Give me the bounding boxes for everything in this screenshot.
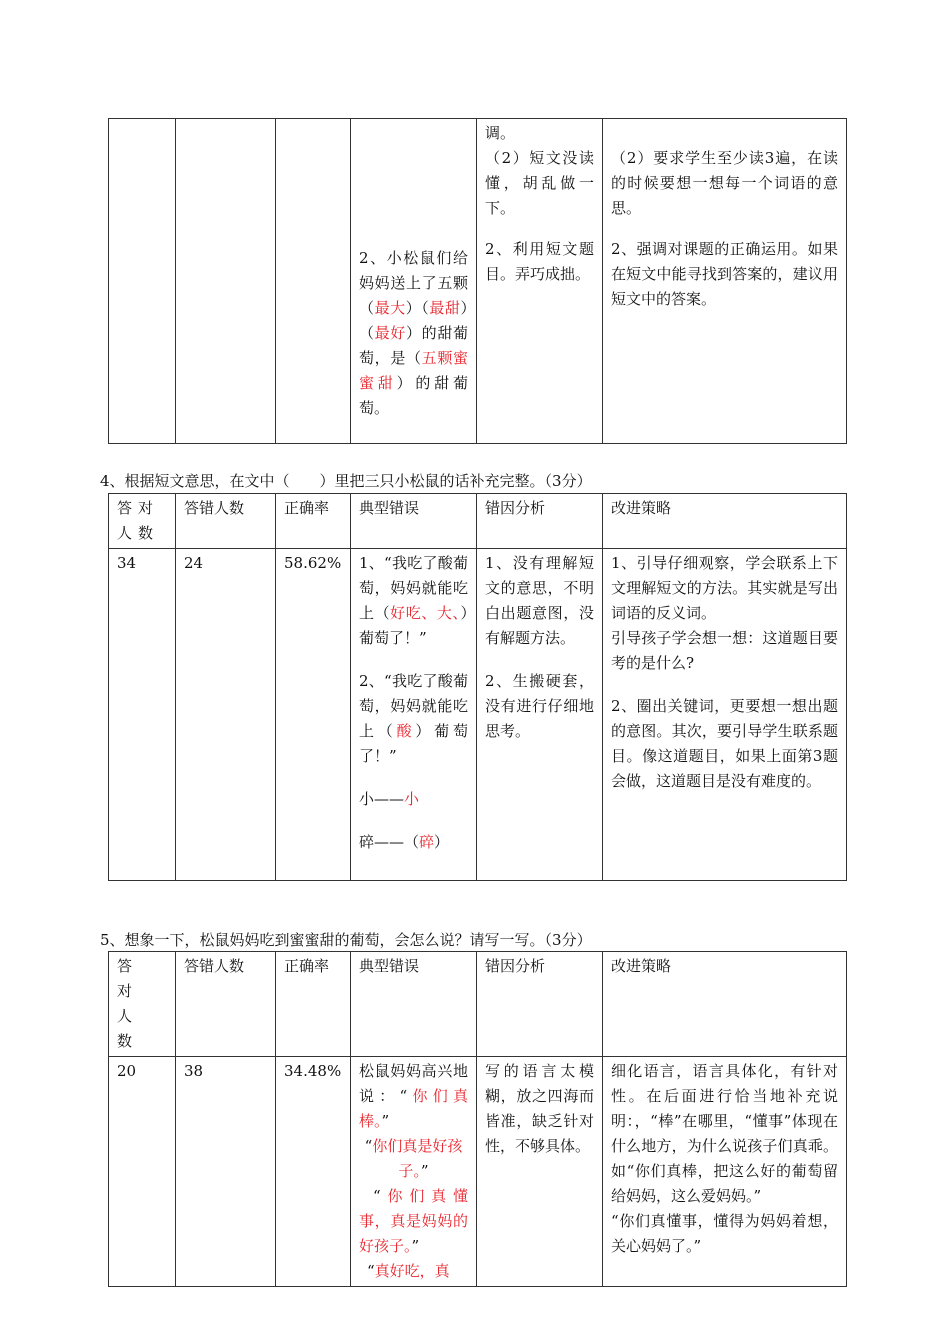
q4-strategy bbox=[603, 549, 847, 881]
table1-strategy-2: 2、强调对课题的正确运用。如果在短文中能寻找到答案的，建议用短文中的答案。 bbox=[611, 240, 838, 308]
table1-strategy-1: （2）要求学生至少读3遍，在读的时候要想一想每一个词语的意思。 bbox=[611, 149, 838, 217]
table1-cause-2: 2、利用短文题目。弄巧成拙。 bbox=[485, 240, 594, 283]
q4-correct-count: 34 bbox=[109, 549, 176, 881]
q5-error-3: “你们真懂事，真是妈妈的好孩子。” bbox=[359, 1187, 468, 1255]
q4-cause-2: 2、生搬硬套，没有进行仔细地思考。 bbox=[485, 672, 594, 740]
table1-cell-wrong bbox=[176, 119, 276, 444]
q4-strategy-1: 1、引导仔细观察，学会联系上下文理解短文的方法。其实就是写出词语的反义词。 bbox=[611, 554, 838, 622]
q5-error-1: 松鼠妈妈高兴地说：“你们真棒。” bbox=[359, 1062, 468, 1130]
q5-header-wrong: 答错人数 bbox=[176, 952, 276, 1057]
q5-wrong-count: 38 bbox=[176, 1057, 276, 1287]
q5-strategy bbox=[603, 1057, 847, 1287]
q4-header-errors: 典型错误 bbox=[351, 494, 477, 549]
q5-strategy-2: “你们真懂事，懂得为妈妈着想，关心妈妈了。” bbox=[611, 1212, 838, 1255]
q4-strategy-1b: 引导孩子学会想一想：这道题目要考的是什么? bbox=[611, 629, 838, 672]
table-continued bbox=[108, 118, 847, 444]
q5-title: 5、想象一下，松鼠妈妈吃到蜜蜜甜的葡萄，会怎么说？请写一写。（3分） bbox=[100, 931, 592, 949]
q5-header-causes: 错因分析 bbox=[477, 952, 603, 1057]
q4-errors bbox=[351, 549, 477, 881]
q4-table bbox=[108, 493, 847, 881]
q4-header-correct: 答对人数 bbox=[109, 494, 176, 549]
q4-error-1: 1、“我吃了酸葡萄，妈妈就能吃上（好吃、大、）葡萄了！” bbox=[359, 554, 468, 647]
q4-header-strategy: 改进策略 bbox=[603, 494, 847, 549]
table1-error-2: 2、小松鼠们给妈妈送上了五颗（最大）（最甜）（最好）的甜葡萄，是（五颗蜜蜜甜）的甜葡萄。 bbox=[359, 249, 468, 417]
table1-cell-errors bbox=[351, 119, 477, 444]
q4-cause-1: 1、没有理解短文的意思，不明白出题意图，没有解题方法。 bbox=[485, 554, 594, 647]
q4-error-2: 2、“我吃了酸葡萄，妈妈就能吃上（酸）葡萄了！” bbox=[359, 672, 468, 765]
q5-header-correct: 答对人数 bbox=[109, 952, 176, 1057]
table1-cell-rate bbox=[276, 119, 351, 444]
table1-cell-strategy bbox=[603, 119, 847, 444]
q4-rate: 58.62% bbox=[276, 549, 351, 881]
q4-title: 4、根据短文意思，在文中（ ）里把三只小松鼠的话补充完整。（3分） bbox=[100, 472, 592, 490]
table1-cause-line0: 调。 bbox=[485, 124, 516, 142]
table1-cell-correct bbox=[109, 119, 176, 444]
q4-causes bbox=[477, 549, 603, 881]
q4-pair-1: 小——小 bbox=[359, 790, 420, 808]
q5-table bbox=[108, 951, 847, 1287]
q5-errors bbox=[351, 1057, 477, 1287]
q5-cause: 写的语言太模糊，放之四海而皆准，缺乏针对性，不够具体。 bbox=[477, 1057, 603, 1287]
q5-correct-count: 20 bbox=[109, 1057, 176, 1287]
q4-header-causes: 错因分析 bbox=[477, 494, 603, 549]
q5-error-2: “你们真是好孩子。” bbox=[364, 1137, 463, 1180]
q4-wrong-count: 24 bbox=[176, 549, 276, 881]
q5-strategy-1: 细化语言，语言具体化，有针对性。在后面进行恰当地补充说明：，“棒”在哪里，“懂事”体现在什么地方，为什么说孩子们真乖。如“你们真棒，把这么好的葡萄留给妈妈，这么爱妈妈。” bbox=[611, 1062, 838, 1205]
table1-cause-1: （2）短文没读懂，胡乱做一下。 bbox=[485, 149, 594, 217]
q4-pair-2: 碎——（碎） bbox=[359, 833, 450, 851]
q5-header-rate: 正确率 bbox=[276, 952, 351, 1057]
q4-header-wrong: 答错人数 bbox=[176, 494, 276, 549]
table1-cell-causes bbox=[477, 119, 603, 444]
q4-strategy-2: 2、圈出关键词，更要想一想出题的意图。其次，要引导学生联系题目。像这道题目，如果上面第3题会做，这道题目是没有难度的。 bbox=[611, 697, 838, 790]
q5-rate: 34.48% bbox=[276, 1057, 351, 1287]
q5-header-strategy: 改进策略 bbox=[603, 952, 847, 1057]
q5-error-4: “真好吃，真 bbox=[367, 1262, 450, 1280]
q5-header-errors: 典型错误 bbox=[351, 952, 477, 1057]
q4-header-rate: 正确率 bbox=[276, 494, 351, 549]
